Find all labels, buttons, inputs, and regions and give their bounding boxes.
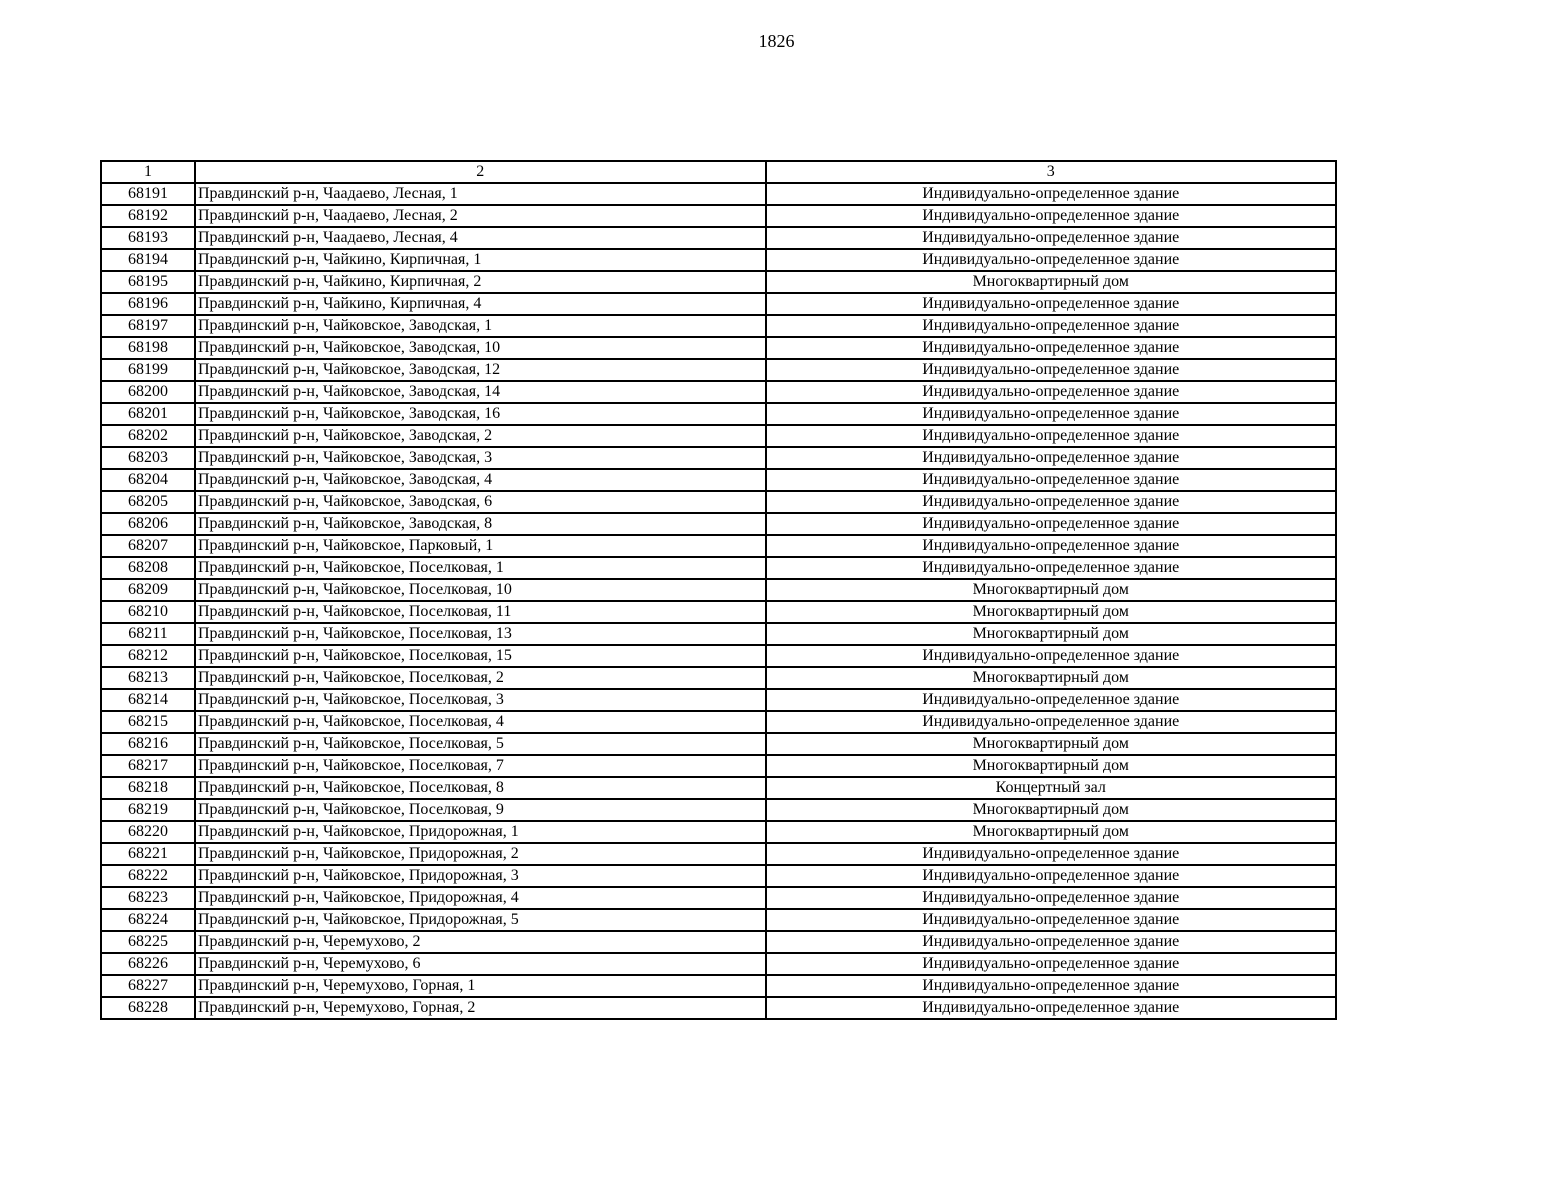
table-row <box>101 953 1336 975</box>
building-type-cell: Многоквартирный дом <box>766 733 1337 755</box>
table-row <box>101 887 1336 909</box>
building-type-cell: Индивидуально-определенное здание <box>766 645 1337 667</box>
building-type-cell: Индивидуально-определенное здание <box>766 381 1337 403</box>
row-number-cell: 68214 <box>101 689 195 711</box>
table-row <box>101 711 1336 733</box>
header-cell-1: 1 <box>101 161 195 183</box>
building-type-cell: Индивидуально-определенное здание <box>766 491 1337 513</box>
table-row <box>101 293 1336 315</box>
table-row <box>101 821 1336 843</box>
address-cell: Правдинский р-н, Чайковское, Заводская, 10 <box>195 337 766 359</box>
row-number-cell: 68191 <box>101 183 195 205</box>
table-row <box>101 843 1336 865</box>
address-cell: Правдинский р-н, Чайковское, Поселковая, 5 <box>195 733 766 755</box>
table-row <box>101 975 1336 997</box>
building-type-cell: Индивидуально-определенное здание <box>766 535 1337 557</box>
table-row <box>101 469 1336 491</box>
row-number-cell: 68203 <box>101 447 195 469</box>
building-type-cell: Индивидуально-определенное здание <box>766 887 1337 909</box>
table-row <box>101 227 1336 249</box>
building-type-cell: Индивидуально-определенное здание <box>766 425 1337 447</box>
address-cell: Правдинский р-н, Чайковское, Поселковая, 4 <box>195 711 766 733</box>
address-cell: Правдинский р-н, Чайковское, Заводская, 6 <box>195 491 766 513</box>
address-cell: Правдинский р-н, Чайковское, Придорожная, 3 <box>195 865 766 887</box>
row-number-cell: 68226 <box>101 953 195 975</box>
address-cell: Правдинский р-н, Чайковское, Поселковая, 3 <box>195 689 766 711</box>
building-type-cell: Индивидуально-определенное здание <box>766 403 1337 425</box>
building-type-cell: Индивидуально-определенное здание <box>766 689 1337 711</box>
table-row <box>101 315 1336 337</box>
table-row <box>101 205 1336 227</box>
address-cell: Правдинский р-н, Чаадаево, Лесная, 4 <box>195 227 766 249</box>
row-number-cell: 68197 <box>101 315 195 337</box>
table-row <box>101 271 1336 293</box>
table-row <box>101 249 1336 271</box>
row-number-cell: 68199 <box>101 359 195 381</box>
table-row <box>101 777 1336 799</box>
row-number-cell: 68192 <box>101 205 195 227</box>
address-cell: Правдинский р-н, Черемухово, 2 <box>195 931 766 953</box>
row-number-cell: 68228 <box>101 997 195 1019</box>
building-type-cell: Многоквартирный дом <box>766 271 1337 293</box>
building-type-cell: Многоквартирный дом <box>766 667 1337 689</box>
address-cell: Правдинский р-н, Черемухово, Горная, 2 <box>195 997 766 1019</box>
address-cell: Правдинский р-н, Чайковское, Придорожная, 4 <box>195 887 766 909</box>
row-number-cell: 68216 <box>101 733 195 755</box>
table-row <box>101 337 1336 359</box>
building-type-cell: Индивидуально-определенное здание <box>766 183 1337 205</box>
building-type-cell: Индивидуально-определенное здание <box>766 359 1337 381</box>
address-cell: Правдинский р-н, Чайковское, Поселковая, 11 <box>195 601 766 623</box>
address-cell: Правдинский р-н, Чайкино, Кирпичная, 4 <box>195 293 766 315</box>
address-cell: Правдинский р-н, Чайковское, Поселковая, 1 <box>195 557 766 579</box>
table-row <box>101 579 1336 601</box>
table-header-row <box>101 161 1336 183</box>
row-number-cell: 68215 <box>101 711 195 733</box>
table-row <box>101 689 1336 711</box>
building-type-cell: Индивидуально-определенное здание <box>766 513 1337 535</box>
row-number-cell: 68194 <box>101 249 195 271</box>
row-number-cell: 68206 <box>101 513 195 535</box>
building-type-cell: Индивидуально-определенное здание <box>766 557 1337 579</box>
address-cell: Правдинский р-н, Чайковское, Заводская, 16 <box>195 403 766 425</box>
table-row <box>101 513 1336 535</box>
table-row <box>101 601 1336 623</box>
row-number-cell: 68196 <box>101 293 195 315</box>
address-cell: Правдинский р-н, Чайкино, Кирпичная, 2 <box>195 271 766 293</box>
building-type-cell: Многоквартирный дом <box>766 601 1337 623</box>
table-row <box>101 403 1336 425</box>
table-row <box>101 425 1336 447</box>
table-row <box>101 667 1336 689</box>
building-type-cell: Индивидуально-определенное здание <box>766 953 1337 975</box>
address-cell: Правдинский р-н, Чайковское, Заводская, 1 <box>195 315 766 337</box>
building-type-cell: Индивидуально-определенное здание <box>766 337 1337 359</box>
building-type-cell: Многоквартирный дом <box>766 579 1337 601</box>
page-number: 1826 <box>758 31 795 51</box>
row-number-cell: 68193 <box>101 227 195 249</box>
row-number-cell: 68222 <box>101 865 195 887</box>
row-number-cell: 68211 <box>101 623 195 645</box>
table-row <box>101 755 1336 777</box>
row-number-cell: 68219 <box>101 799 195 821</box>
table-row <box>101 733 1336 755</box>
address-cell: Правдинский р-н, Чайковское, Заводская, 4 <box>195 469 766 491</box>
address-cell: Правдинский р-н, Чайковское, Придорожная, 1 <box>195 821 766 843</box>
building-type-cell: Концертный зал <box>766 777 1337 799</box>
row-number-cell: 68223 <box>101 887 195 909</box>
address-cell: Правдинский р-н, Чайковское, Заводская, 12 <box>195 359 766 381</box>
row-number-cell: 68227 <box>101 975 195 997</box>
building-type-cell: Индивидуально-определенное здание <box>766 447 1337 469</box>
table-row <box>101 799 1336 821</box>
address-cell: Правдинский р-н, Чайковское, Заводская, 8 <box>195 513 766 535</box>
table-row <box>101 909 1336 931</box>
table-row <box>101 381 1336 403</box>
address-cell: Правдинский р-н, Чайковское, Придорожная, 5 <box>195 909 766 931</box>
building-type-cell: Индивидуально-определенное здание <box>766 931 1337 953</box>
row-number-cell: 68218 <box>101 777 195 799</box>
building-type-cell: Индивидуально-определенное здание <box>766 865 1337 887</box>
address-cell: Правдинский р-н, Чайковское, Заводская, 14 <box>195 381 766 403</box>
building-type-cell: Индивидуально-определенное здание <box>766 997 1337 1019</box>
address-cell: Правдинский р-н, Чайковское, Поселковая, 8 <box>195 777 766 799</box>
building-type-cell: Многоквартирный дом <box>766 623 1337 645</box>
address-cell: Правдинский р-н, Чайковское, Заводская, 3 <box>195 447 766 469</box>
table-row <box>101 865 1336 887</box>
table-body <box>101 161 1336 1019</box>
address-cell: Правдинский р-н, Чайковское, Парковый, 1 <box>195 535 766 557</box>
table-row <box>101 491 1336 513</box>
row-number-cell: 68207 <box>101 535 195 557</box>
building-type-cell: Индивидуально-определенное здание <box>766 975 1337 997</box>
row-number-cell: 68198 <box>101 337 195 359</box>
property-table <box>100 160 1337 1020</box>
row-number-cell: 68201 <box>101 403 195 425</box>
row-number-cell: 68217 <box>101 755 195 777</box>
address-cell: Правдинский р-н, Чаадаево, Лесная, 1 <box>195 183 766 205</box>
row-number-cell: 68224 <box>101 909 195 931</box>
building-type-cell: Индивидуально-определенное здание <box>766 843 1337 865</box>
building-type-cell: Индивидуально-определенное здание <box>766 293 1337 315</box>
row-number-cell: 68209 <box>101 579 195 601</box>
row-number-cell: 68202 <box>101 425 195 447</box>
table-row <box>101 447 1336 469</box>
building-type-cell: Индивидуально-определенное здание <box>766 315 1337 337</box>
row-number-cell: 68212 <box>101 645 195 667</box>
row-number-cell: 68221 <box>101 843 195 865</box>
table-row <box>101 931 1336 953</box>
row-number-cell: 68205 <box>101 491 195 513</box>
address-cell: Правдинский р-н, Чайковское, Поселковая, 10 <box>195 579 766 601</box>
row-number-cell: 68225 <box>101 931 195 953</box>
row-number-cell: 68200 <box>101 381 195 403</box>
building-type-cell: Многоквартирный дом <box>766 755 1337 777</box>
building-type-cell: Индивидуально-определенное здание <box>766 249 1337 271</box>
building-type-cell: Индивидуально-определенное здание <box>766 227 1337 249</box>
row-number-cell: 68210 <box>101 601 195 623</box>
address-cell: Правдинский р-н, Чайковское, Заводская, 2 <box>195 425 766 447</box>
table-row <box>101 645 1336 667</box>
table-row <box>101 997 1336 1019</box>
building-type-cell: Индивидуально-определенное здание <box>766 469 1337 491</box>
address-cell: Правдинский р-н, Чайковское, Поселковая, 9 <box>195 799 766 821</box>
header-cell-2: 2 <box>195 161 766 183</box>
row-number-cell: 68195 <box>101 271 195 293</box>
address-cell: Правдинский р-н, Чайкино, Кирпичная, 1 <box>195 249 766 271</box>
address-cell: Правдинский р-н, Черемухово, 6 <box>195 953 766 975</box>
address-cell: Правдинский р-н, Чаадаево, Лесная, 2 <box>195 205 766 227</box>
table-row <box>101 183 1336 205</box>
row-number-cell: 68220 <box>101 821 195 843</box>
address-cell: Правдинский р-н, Черемухово, Горная, 1 <box>195 975 766 997</box>
row-number-cell: 68213 <box>101 667 195 689</box>
address-cell: Правдинский р-н, Чайковское, Поселковая, 7 <box>195 755 766 777</box>
building-type-cell: Многоквартирный дом <box>766 799 1337 821</box>
building-type-cell: Индивидуально-определенное здание <box>766 711 1337 733</box>
building-type-cell: Индивидуально-определенное здание <box>766 205 1337 227</box>
table-row <box>101 557 1336 579</box>
table-row <box>101 623 1336 645</box>
building-type-cell: Индивидуально-определенное здание <box>766 909 1337 931</box>
building-type-cell: Многоквартирный дом <box>766 821 1337 843</box>
address-cell: Правдинский р-н, Чайковское, Поселковая, 2 <box>195 667 766 689</box>
table-row <box>101 535 1336 557</box>
header-cell-3: 3 <box>766 161 1337 183</box>
address-cell: Правдинский р-н, Чайковское, Придорожная, 2 <box>195 843 766 865</box>
row-number-cell: 68204 <box>101 469 195 491</box>
address-cell: Правдинский р-н, Чайковское, Поселковая, 15 <box>195 645 766 667</box>
row-number-cell: 68208 <box>101 557 195 579</box>
table-row <box>101 359 1336 381</box>
address-cell: Правдинский р-н, Чайковское, Поселковая, 13 <box>195 623 766 645</box>
